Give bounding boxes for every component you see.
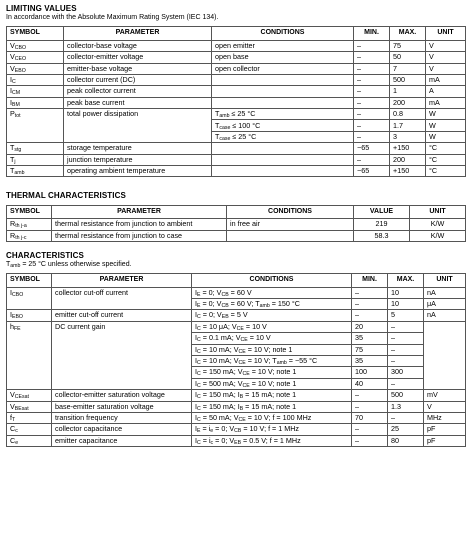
max-cell: 75 — [390, 40, 426, 51]
max-cell: 10 — [388, 299, 424, 310]
unit-cell: A — [426, 86, 466, 97]
parameter-cell: collector cut-off current — [52, 287, 192, 298]
parameter-cell — [52, 333, 192, 344]
table-header-row — [7, 27, 466, 41]
max-cell: – — [388, 333, 424, 344]
parameter-cell: peak base current — [64, 97, 212, 108]
symbol-cell: $C_e$ — [7, 435, 52, 446]
conditions-cell: $I_C = 150$ mA; $I_B = 15$ mA; note 1 — [192, 390, 352, 401]
conditions-cell: open base — [212, 52, 354, 63]
table-row — [7, 52, 466, 63]
max-cell: – — [388, 378, 424, 389]
unit-cell — [424, 344, 466, 355]
characteristics-table — [6, 273, 466, 447]
table-row — [7, 143, 466, 154]
max-cell: – — [388, 344, 424, 355]
table-row — [7, 97, 466, 108]
conditions-cell — [212, 166, 354, 177]
thermal-table — [6, 205, 466, 242]
characteristics-subtitle: $T_{amb} = 25$ °C unless otherwise specified. — [6, 261, 132, 270]
conditions-cell: $T_{case} \le 100$ °C — [212, 120, 354, 131]
table-row — [7, 120, 466, 131]
symbol-cell — [7, 333, 52, 344]
symbol-cell — [7, 344, 52, 355]
table-header-row — [7, 274, 466, 288]
max-cell: 200 — [390, 154, 426, 165]
parameter-cell — [52, 378, 192, 389]
header-min: MIN. — [352, 274, 388, 288]
min-cell: – — [352, 390, 388, 401]
unit-cell: V — [426, 63, 466, 74]
header-symbol: SYMBOL — [7, 205, 52, 219]
unit-cell: pF — [424, 424, 466, 435]
conditions-cell — [212, 97, 354, 108]
unit-cell: °C — [426, 166, 466, 177]
table-row — [7, 310, 466, 321]
symbol-cell: $V_{CBO}$ — [7, 40, 64, 51]
symbol-cell: $I_{BM}$ — [7, 97, 64, 108]
header-conditions: CONDITIONS — [212, 27, 354, 41]
parameter-cell: base-emitter saturation voltage — [52, 401, 192, 412]
unit-cell: nA — [424, 310, 466, 321]
conditions-cell — [212, 143, 354, 154]
max-cell: +150 — [390, 143, 426, 154]
min-cell: 70 — [352, 412, 388, 423]
min-cell: 100 — [352, 367, 388, 378]
conditions-cell: $I_C = 0$; $V_{EB} = 5$ V — [192, 310, 352, 321]
conditions-cell: open collector — [212, 63, 354, 74]
symbol-cell: $T_{amb}$ — [7, 166, 64, 177]
max-cell: 10 — [388, 287, 424, 298]
conditions-cell — [212, 74, 354, 85]
min-cell: −65 — [354, 143, 390, 154]
unit-cell: pF — [424, 435, 466, 446]
unit-cell: V — [426, 40, 466, 51]
parameter-cell: thermal resistance from junction to ambient — [52, 219, 227, 230]
table-row — [7, 86, 466, 97]
symbol-cell: $R_{th j-a}$ — [7, 219, 52, 230]
symbol-cell: $I_{CBO}$ — [7, 287, 52, 298]
conditions-cell: $T_{amb} \le 25$ °C — [212, 109, 354, 120]
table-row — [7, 230, 466, 241]
conditions-cell: in free air — [227, 219, 354, 230]
table-row — [7, 131, 466, 142]
max-cell: 50 — [390, 52, 426, 63]
characteristics-title: CHARACTERISTICS — [6, 250, 84, 260]
conditions-cell: $I_C = 500$ mA; $V_{CE} = 10$ V; note 1 — [192, 378, 352, 389]
unit-cell: V — [426, 52, 466, 63]
thermal-title: THERMAL CHARACTERISTICS — [6, 191, 126, 201]
table-row — [7, 344, 466, 355]
unit-cell: W — [426, 120, 466, 131]
symbol-cell: $I_{EBO}$ — [7, 310, 52, 321]
unit-cell: mV — [424, 390, 466, 401]
symbol-cell: $T_j$ — [7, 154, 64, 165]
min-cell: – — [352, 424, 388, 435]
unit-cell: mA — [426, 74, 466, 85]
parameter-cell: DC current gain — [52, 321, 192, 332]
min-cell: 20 — [352, 321, 388, 332]
table-row — [7, 40, 466, 51]
symbol-cell: $f_T$ — [7, 412, 52, 423]
max-cell: – — [388, 355, 424, 366]
max-cell: 300 — [388, 367, 424, 378]
symbol-cell — [7, 355, 52, 366]
table-row — [7, 219, 466, 230]
min-cell: – — [352, 310, 388, 321]
symbol-cell: $T_{stg}$ — [7, 143, 64, 154]
table-header-row — [7, 205, 466, 219]
min-cell: – — [354, 74, 390, 85]
header-symbol: SYMBOL — [7, 27, 64, 41]
min-cell: – — [354, 52, 390, 63]
table-row — [7, 287, 466, 298]
header-max: MAX. — [390, 27, 426, 41]
table-row — [7, 154, 466, 165]
symbol-cell: $V_{CEO}$ — [7, 52, 64, 63]
symbol-cell — [7, 299, 52, 310]
header-conditions: CONDITIONS — [227, 205, 354, 219]
table-row — [7, 435, 466, 446]
limiting-values-table — [6, 26, 466, 177]
header-unit: UNIT — [410, 205, 466, 219]
table-row — [7, 321, 466, 332]
parameter-cell: emitter cut-off current — [52, 310, 192, 321]
parameter-cell: total power dissipation — [64, 109, 212, 120]
conditions-cell: $I_C = 0.1$ mA; $V_{CE} = 10$ V — [192, 333, 352, 344]
parameter-cell: thermal resistance from junction to case — [52, 230, 227, 241]
symbol-cell — [7, 120, 64, 131]
unit-cell — [424, 321, 466, 332]
symbol-cell — [7, 378, 52, 389]
symbol-cell: $R_{th j-c}$ — [7, 230, 52, 241]
header-unit: UNIT — [424, 274, 466, 288]
header-parameter: PARAMETER — [52, 274, 192, 288]
table-row — [7, 390, 466, 401]
min-cell: – — [354, 109, 390, 120]
conditions-cell: $I_C = 150$ mA; $I_B = 15$ mA; note 1 — [192, 401, 352, 412]
unit-cell: W — [426, 109, 466, 120]
conditions-cell: $I_E = 0$; $V_{CB} = 60$ V; $T_{amb} = 150$ °C — [192, 299, 352, 310]
conditions-cell: $T_{case} \le 25$ °C — [212, 131, 354, 142]
parameter-cell: operating ambient temperature — [64, 166, 212, 177]
header-conditions: CONDITIONS — [192, 274, 352, 288]
parameter-cell: collector capacitance — [52, 424, 192, 435]
table-row — [7, 401, 466, 412]
parameter-cell — [64, 120, 212, 131]
conditions-cell: $I_C = 50$ mA; $V_{CE} = 10$ V; f = 100 MHz — [192, 412, 352, 423]
min-cell: 35 — [352, 333, 388, 344]
conditions-cell: $I_C = 10$ mA; $V_{CE} = 10$ V; note 1 — [192, 344, 352, 355]
unit-cell — [424, 367, 466, 378]
unit-cell: °C — [426, 154, 466, 165]
max-cell: 25 — [388, 424, 424, 435]
parameter-cell: collector-emitter voltage — [64, 52, 212, 63]
table-row — [7, 109, 466, 120]
max-cell: +150 — [390, 166, 426, 177]
conditions-cell: $I_C = i_c = 0$; $V_{EB} = 0.5$ V; f = 1 MHz — [192, 435, 352, 446]
limiting-values-subtitle: In accordance with the Absolute Maximum Rating System (IEC 134). — [6, 14, 219, 22]
table-row — [7, 355, 466, 366]
parameter-cell: collector-emitter saturation voltage — [52, 390, 192, 401]
max-cell: – — [388, 321, 424, 332]
parameter-cell: transition frequency — [52, 412, 192, 423]
unit-cell: V — [424, 401, 466, 412]
min-cell: 75 — [352, 344, 388, 355]
unit-cell: W — [426, 131, 466, 142]
conditions-cell: open emitter — [212, 40, 354, 51]
header-symbol: SYMBOL — [7, 274, 52, 288]
unit-cell — [424, 378, 466, 389]
unit-cell: °C — [426, 143, 466, 154]
table-row — [7, 166, 466, 177]
min-cell: – — [354, 154, 390, 165]
parameter-cell — [52, 299, 192, 310]
conditions-cell: $I_E = i_e = 0$; $V_{CB} = 10$ V; f = 1 MHz — [192, 424, 352, 435]
parameter-cell — [64, 131, 212, 142]
symbol-cell: $I_C$ — [7, 74, 64, 85]
unit-cell — [424, 333, 466, 344]
unit-cell: μA — [424, 299, 466, 310]
unit-cell: MHz — [424, 412, 466, 423]
max-cell: 80 — [388, 435, 424, 446]
conditions-cell: $I_C = 10$ mA; $V_{CE} = 10$ V; $T_{amb} = -55$ °C — [192, 355, 352, 366]
parameter-cell: storage temperature — [64, 143, 212, 154]
min-cell: – — [352, 401, 388, 412]
conditions-cell — [227, 230, 354, 241]
value-cell: 219 — [354, 219, 410, 230]
max-cell: 500 — [390, 74, 426, 85]
unit-cell: K/W — [410, 219, 466, 230]
header-parameter: PARAMETER — [52, 205, 227, 219]
parameter-cell: peak collector current — [64, 86, 212, 97]
parameter-cell — [52, 367, 192, 378]
header-value: VALUE — [354, 205, 410, 219]
min-cell: – — [354, 97, 390, 108]
symbol-cell — [7, 367, 52, 378]
unit-cell: mA — [426, 97, 466, 108]
conditions-cell: $I_C = 10$ μA; $V_{CE} = 10$ V — [192, 321, 352, 332]
table-row — [7, 74, 466, 85]
max-cell: 1 — [390, 86, 426, 97]
table-row — [7, 333, 466, 344]
table-row — [7, 367, 466, 378]
value-cell: 58.3 — [354, 230, 410, 241]
max-cell: 5 — [388, 310, 424, 321]
unit-cell: nA — [424, 287, 466, 298]
table-row — [7, 412, 466, 423]
max-cell: 500 — [388, 390, 424, 401]
parameter-cell — [52, 344, 192, 355]
parameter-cell: junction temperature — [64, 154, 212, 165]
conditions-cell: $I_C = 150$ mA; $V_{CE} = 10$ V; note 1 — [192, 367, 352, 378]
max-cell: 200 — [390, 97, 426, 108]
symbol-cell: $V_{BEsat}$ — [7, 401, 52, 412]
parameter-cell: collector current (DC) — [64, 74, 212, 85]
max-cell: 0.8 — [390, 109, 426, 120]
min-cell: – — [354, 120, 390, 131]
min-cell: – — [354, 63, 390, 74]
parameter-cell: collector-base voltage — [64, 40, 212, 51]
header-parameter: PARAMETER — [64, 27, 212, 41]
min-cell: – — [354, 40, 390, 51]
min-cell: – — [352, 287, 388, 298]
min-cell: 40 — [352, 378, 388, 389]
max-cell: 3 — [390, 131, 426, 142]
symbol-cell — [7, 131, 64, 142]
symbol-cell: $V_{EBO}$ — [7, 63, 64, 74]
max-cell: 7 — [390, 63, 426, 74]
parameter-cell — [52, 355, 192, 366]
parameter-cell: emitter capacitance — [52, 435, 192, 446]
max-cell: – — [388, 412, 424, 423]
symbol-cell: $h_{FE}$ — [7, 321, 52, 332]
unit-cell — [424, 355, 466, 366]
conditions-cell — [212, 86, 354, 97]
limiting-values-title: LIMITING VALUES — [6, 4, 77, 13]
symbol-cell: $I_{CM}$ — [7, 86, 64, 97]
max-cell: 1.3 — [388, 401, 424, 412]
parameter-cell: emitter-base voltage — [64, 63, 212, 74]
header-max: MAX. — [388, 274, 424, 288]
max-cell: 1.7 — [390, 120, 426, 131]
table-row — [7, 378, 466, 389]
conditions-cell — [212, 154, 354, 165]
header-unit: UNIT — [426, 27, 466, 41]
conditions-cell: $I_E = 0$; $V_{CB} = 60$ V — [192, 287, 352, 298]
table-row — [7, 424, 466, 435]
unit-cell: K/W — [410, 230, 466, 241]
min-cell: −65 — [354, 166, 390, 177]
min-cell: – — [354, 86, 390, 97]
table-row — [7, 299, 466, 310]
min-cell: – — [352, 299, 388, 310]
min-cell: – — [352, 435, 388, 446]
header-min: MIN. — [354, 27, 390, 41]
min-cell: 35 — [352, 355, 388, 366]
table-row — [7, 63, 466, 74]
symbol-cell: $P_{tot}$ — [7, 109, 64, 120]
symbol-cell: $C_c$ — [7, 424, 52, 435]
symbol-cell: $V_{CEsat}$ — [7, 390, 52, 401]
min-cell: – — [354, 131, 390, 142]
